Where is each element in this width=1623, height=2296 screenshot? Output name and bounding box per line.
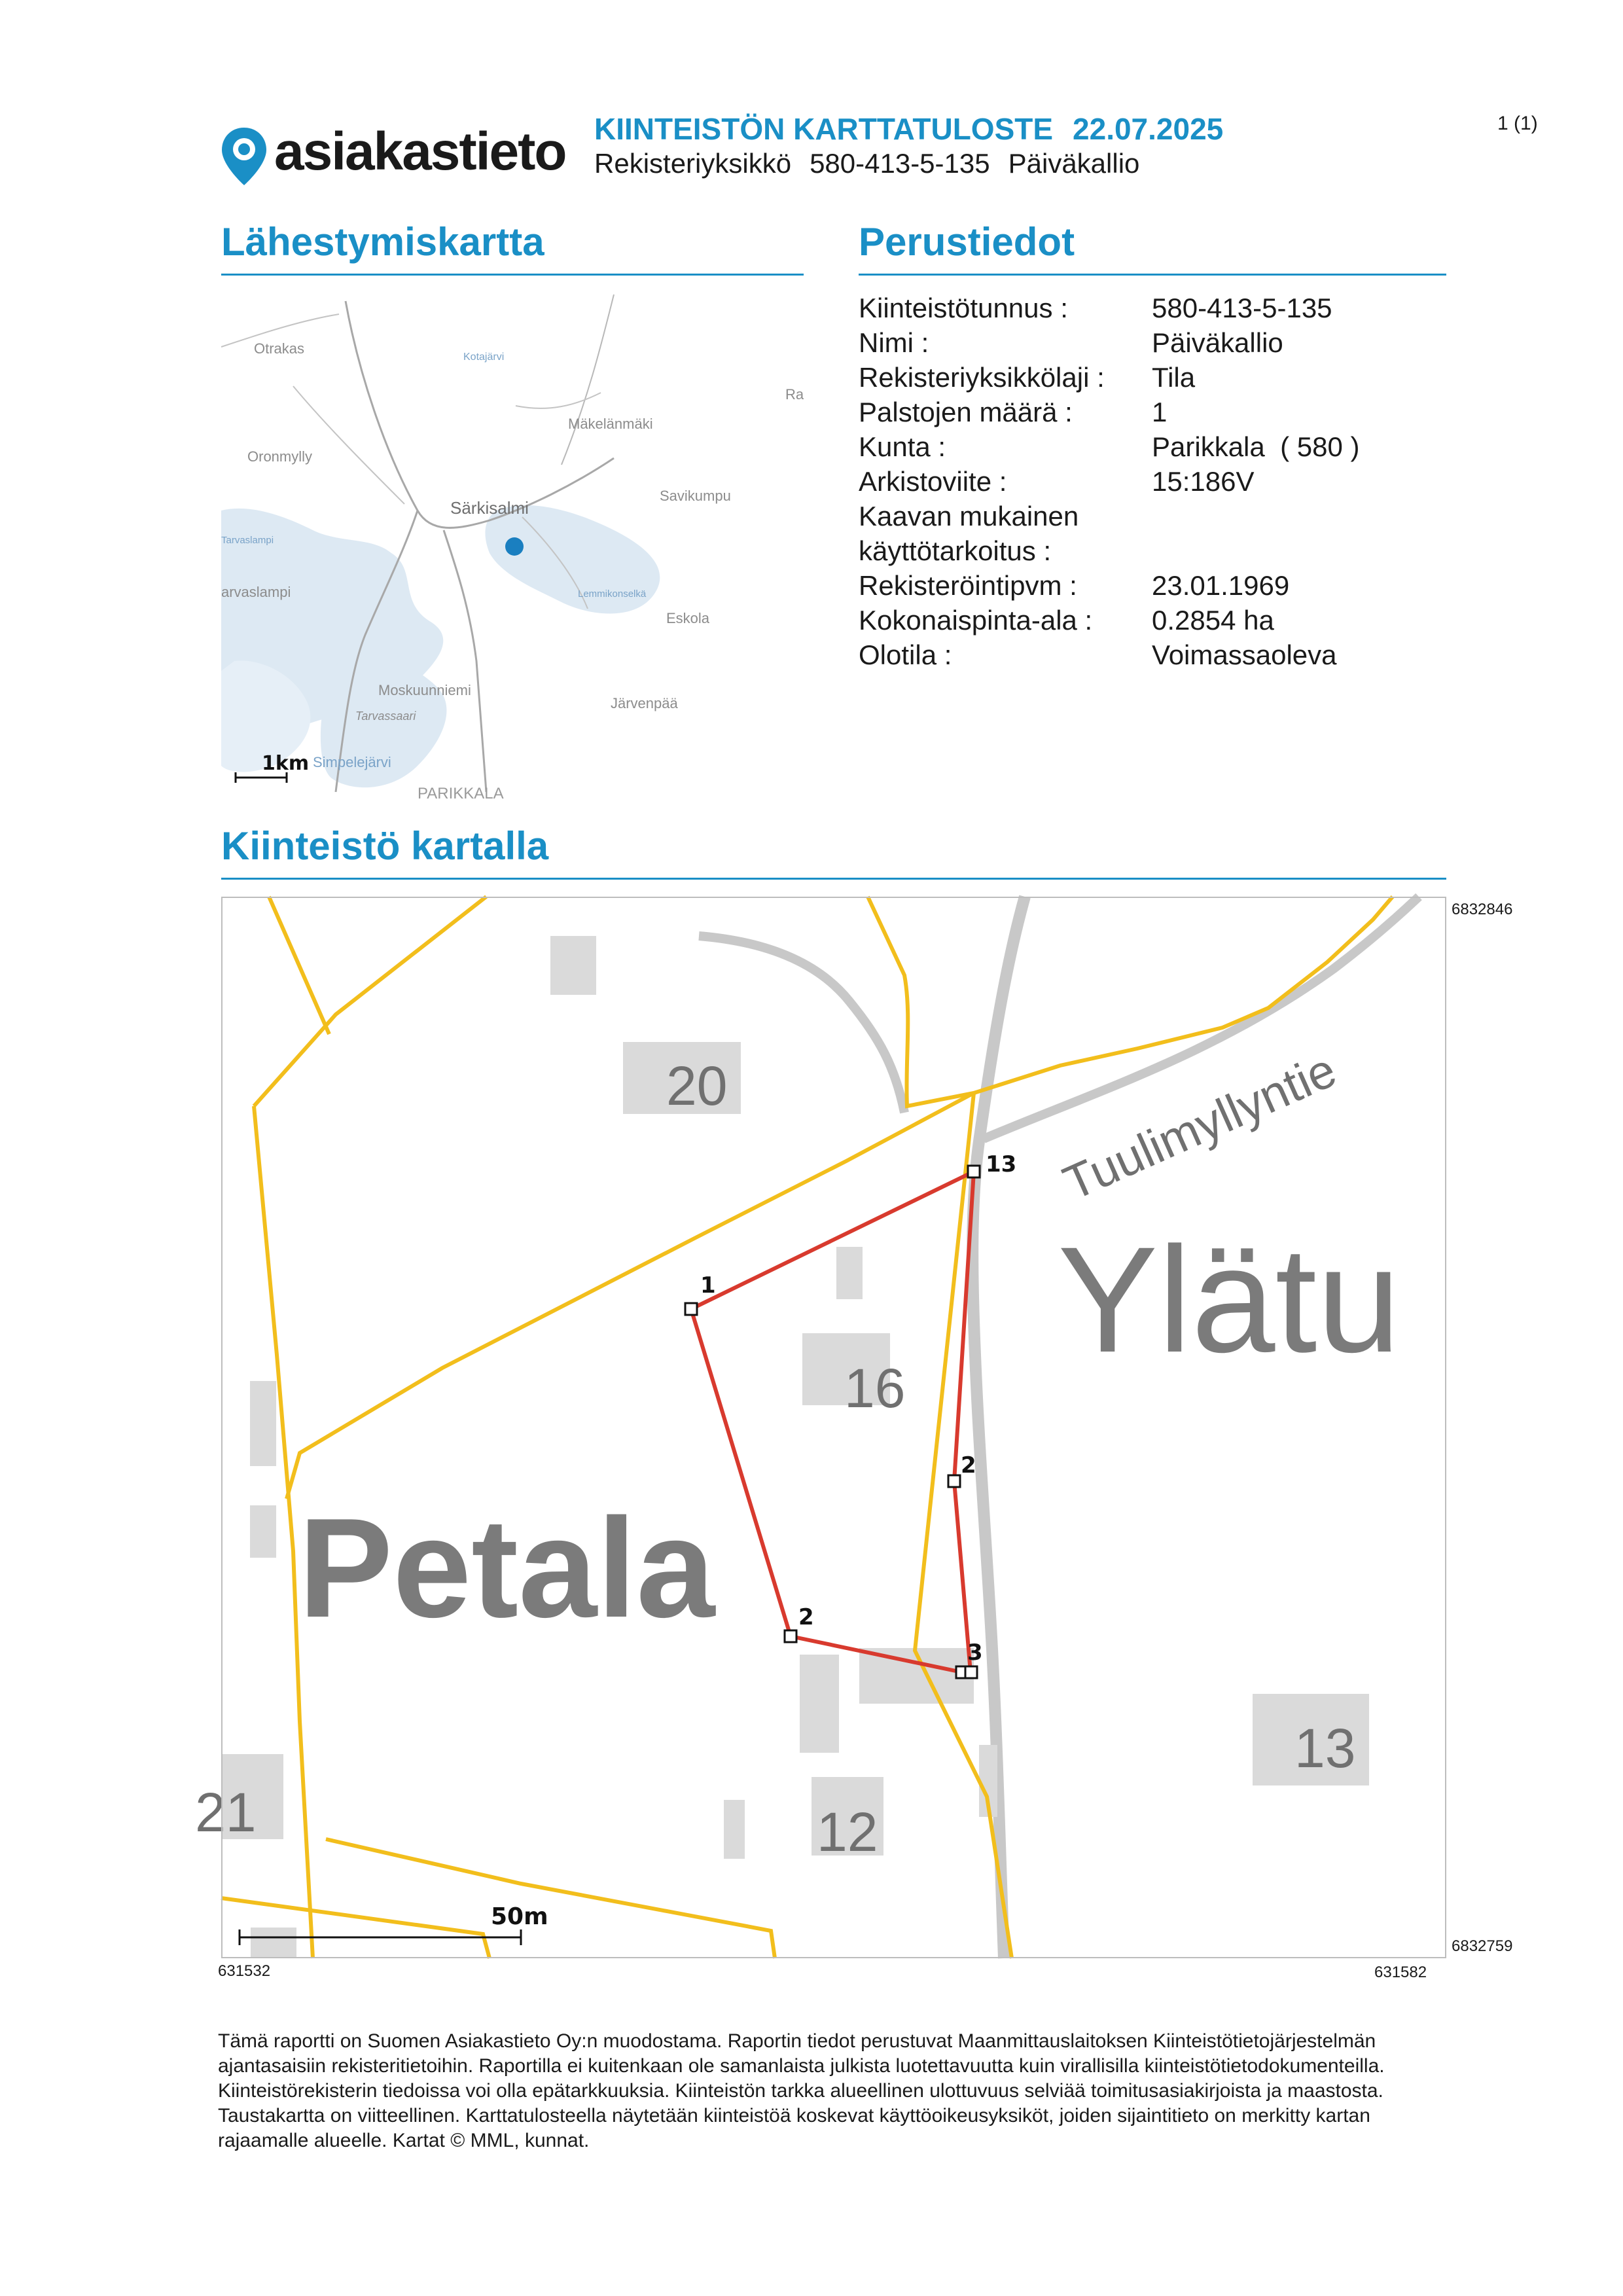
basic-info-table — [859, 291, 1448, 672]
place-label-lemmikonselka: Lemmikonselkä — [578, 588, 647, 600]
approach-scale-label: 1km — [262, 752, 310, 775]
property-map-rule — [221, 878, 1446, 880]
coord-west: 631532 — [218, 1962, 271, 1980]
place-label-petala: Petala — [298, 1488, 715, 1647]
building — [250, 1381, 276, 1466]
boundary-point-marker — [948, 1475, 960, 1487]
building — [836, 1247, 863, 1299]
unit-label: Rekisteriyksikkö — [594, 148, 792, 179]
info-label: Nimi : — [859, 327, 929, 358]
place-label-arvaslampi: arvaslampi — [221, 584, 291, 600]
house-number: 21 — [195, 1782, 257, 1843]
info-row — [859, 533, 1448, 568]
road-label-tuulimyllyntie: Tuulimyllyntie — [1055, 1042, 1344, 1211]
boundary-point-marker — [685, 1303, 697, 1315]
info-value — [1152, 499, 1448, 533]
report-subtitle — [594, 148, 1158, 179]
info-label: Rekisteröintipvm : — [859, 570, 1077, 601]
info-row — [859, 325, 1448, 360]
boundary-point-label: 1 — [700, 1272, 716, 1299]
place-label-eskola: Eskola — [666, 610, 710, 626]
unit-id: 580-413-5-135 — [810, 148, 990, 179]
building — [724, 1800, 745, 1859]
basic-info-rule — [859, 274, 1446, 276]
info-row — [859, 360, 1448, 395]
info-row — [859, 395, 1448, 429]
coord-east: 631582 — [1374, 1964, 1427, 1981]
info-row — [859, 603, 1448, 637]
info-row — [859, 429, 1448, 464]
info-label: Rekisteriyksikkölaji : — [859, 362, 1105, 393]
boundary-point-marker — [965, 1666, 977, 1678]
asiakastieto-logo — [219, 121, 566, 193]
house-number: 13 — [1294, 1717, 1356, 1779]
info-row — [859, 499, 1448, 533]
property-map — [195, 897, 1446, 1958]
boundary-point-label: 2 — [961, 1452, 976, 1479]
boundary-point-label: 13 — [986, 1151, 1017, 1177]
place-label-parikkala-cut: PARIKKALA — [418, 785, 504, 802]
building — [550, 936, 596, 995]
info-row — [859, 291, 1448, 325]
info-value: 1 — [1152, 397, 1168, 427]
place-label-moskuunniemi: Moskuunniemi — [378, 682, 471, 698]
place-label-jarvenpaa: Järvenpää — [611, 695, 678, 711]
info-value — [1152, 533, 1448, 568]
info-label: Kaavan mukainen — [859, 501, 1079, 531]
report-title — [594, 111, 1243, 147]
building — [250, 1505, 276, 1558]
report-title-text: KIINTEISTÖN KARTTATULOSTE — [594, 112, 1054, 146]
location-pin-icon — [219, 125, 269, 188]
house-number: 16 — [844, 1357, 906, 1419]
info-row — [859, 637, 1448, 672]
place-label-oronmylly: Oronmylly — [247, 448, 313, 465]
info-value: Päiväkallio — [1152, 327, 1283, 358]
approach-map-heading: Lähestymiskartta — [221, 220, 544, 264]
location-marker-icon — [505, 537, 524, 556]
building — [251, 1928, 296, 1958]
place-label-ylatu: Ylätu — [1058, 1215, 1401, 1384]
basic-info-heading: Perustiedot — [859, 220, 1075, 264]
info-value: Voimassaoleva — [1152, 639, 1337, 670]
info-label: käyttötarkoitus : — [859, 535, 1052, 566]
place-label-sarkisalmi: Särkisalmi — [450, 498, 529, 518]
info-value: 0.2854 ha — [1152, 605, 1274, 636]
house-number: 12 — [817, 1801, 878, 1863]
disclaimer-text: Tämä raportti on Suomen Asiakastieto Oy:n muodostama. Raportin tiedot perustuvat Maanmittauslaitoksen Kiinteistötietojärjestelmän ajantasaisiin rekisteritietoihin. Raportilla ei kuitenkaan ole samanlaista julkista luotettavuutta kuin virallisilla kiinteistötietodokumenteilla. Kiinteistörekisterin tiedoissa voi olla epätarkkuuksia. Kiinteistön tarkka alueellinen ulottuvuus selviää toimitusasiakirjoista ja maastosta. Taustakartta on viitteellinen. Karttatulosteella näytetään kiinteistöä koskevat käyttöoikeusyksiköt, joiden sijaintitieto on merkitty kartan rajaamalle alueelle. Kartat © MML, kunnat. — [218, 2030, 1385, 2151]
coord-north: 6832846 — [1452, 901, 1513, 918]
approach-map-rule — [221, 274, 804, 276]
approach-map — [221, 295, 804, 802]
boundary-point-label: 3 — [967, 1640, 983, 1666]
info-label: Kunta : — [859, 431, 946, 462]
place-label-simpelejarvi: Simpelejärvi — [313, 754, 391, 770]
report-date: 22.07.2025 — [1073, 112, 1224, 146]
info-row — [859, 568, 1448, 603]
place-label-tarvaslampi-small: Tarvaslampi — [221, 535, 274, 546]
place-label-kotajarvi: Kotajärvi — [463, 351, 505, 363]
property-map-heading: Kiinteistö kartalla — [221, 824, 549, 868]
info-label: Kiinteistötunnus : — [859, 293, 1068, 323]
place-label-ra: Ra — [785, 386, 804, 403]
info-value: Parikkala ( 580 ) — [1152, 431, 1360, 462]
place-label-savikumpu: Savikumpu — [660, 488, 731, 504]
place-label-tarvassaari: Tarvassaari — [355, 709, 416, 723]
building — [800, 1655, 839, 1753]
info-row — [859, 464, 1448, 499]
house-number: 20 — [666, 1055, 728, 1117]
info-label: Palstojen määrä : — [859, 397, 1073, 427]
info-label: Olotila : — [859, 639, 952, 670]
property-scale-label: 50m — [491, 1903, 548, 1930]
logo-wordmark: asiakastieto — [274, 122, 566, 181]
info-label: Arkistoviite : — [859, 466, 1007, 497]
unit-name: Päiväkallio — [1008, 148, 1140, 179]
coord-south: 6832759 — [1452, 1937, 1513, 1955]
info-label: Kokonaispinta-ala : — [859, 605, 1093, 636]
info-value: 580-413-5-135 — [1152, 293, 1332, 323]
info-value: 23.01.1969 — [1152, 570, 1290, 601]
boundary-point-marker — [968, 1166, 980, 1177]
boundary-point-marker — [785, 1630, 796, 1642]
info-value: 15:186V — [1152, 466, 1255, 497]
page-number: 1 (1) — [1497, 113, 1538, 134]
place-label-makelanmaki: Mäkelänmäki — [568, 416, 653, 432]
boundary-point-label: 2 — [798, 1604, 814, 1630]
info-value: Tila — [1152, 362, 1196, 393]
place-label-otrakas: Otrakas — [254, 340, 305, 357]
